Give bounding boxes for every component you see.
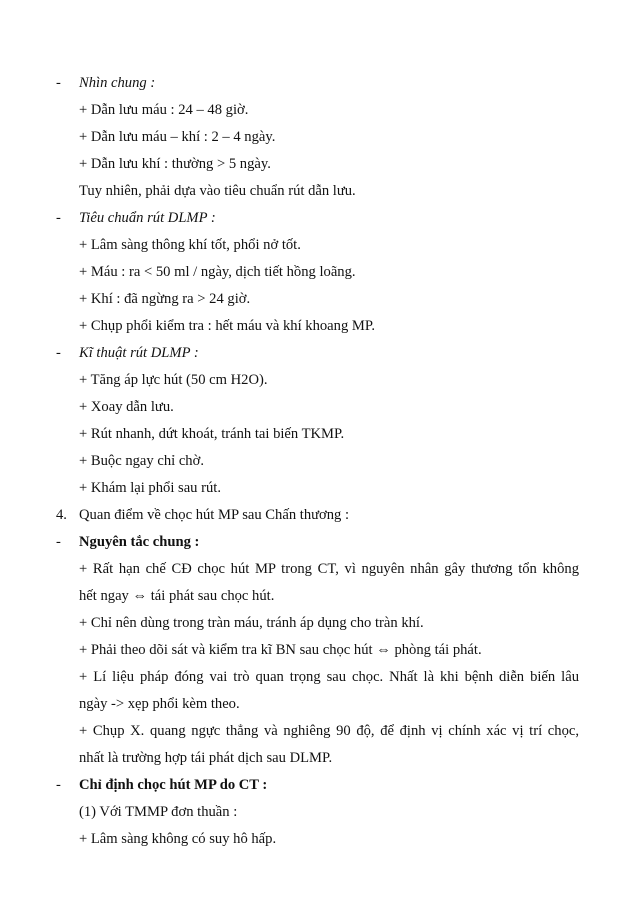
heading-principles: Nguyên tắc chung : [79,534,200,550]
section-number: 4. [56,507,67,523]
text-line: + Phải theo dõi sát và kiểm tra kĩ BN sau chọc hút ⇔ phòng tái phát. [79,642,482,658]
bullet-dash: - [56,210,61,226]
text-line: nhất là trường hợp tái phát dịch sau DLMP. [79,750,333,766]
heading-technique: Kĩ thuật rút DLMP : [79,345,199,361]
heading-indications: Chỉ định chọc hút MP do CT : [79,777,268,793]
text-line: hết ngay ⇔ tái phát sau chọc hút. [79,588,275,604]
text-line: Tuy nhiên, phải dựa vào tiêu chuẩn rút dẫn lưu. [79,183,356,199]
text-line: + Dẫn lưu khí : thường > 5 ngày. [79,156,271,172]
text-line: + Lâm sàng thông khí tốt, phổi nở tốt. [79,237,301,253]
text-line: + Khám lại phổi sau rút. [79,480,221,496]
text-line: + Rút nhanh, dứt khoát, tránh tai biến TKMP. [79,426,345,442]
text-line: + Dẫn lưu máu : 24 – 48 giờ. [79,102,249,118]
bullet-dash: - [56,777,61,793]
heading-criteria: Tiêu chuẩn rút DLMP : [79,210,216,226]
text-line: + Máu : ra < 50 ml / ngày, dịch tiết hồng loãng. [79,264,356,280]
text-line: + Lí liệu pháp đóng vai trò quan trọng sau chọc. Nhất là khi bệnh diễn biến lâu [79,669,579,685]
text-line: (1) Với TMMP đơn thuần : [79,804,238,820]
text-line: + Dẫn lưu máu – khí : 2 – 4 ngày. [79,129,276,145]
bullet-dash: - [56,534,61,550]
bullet-dash: - [56,75,61,91]
text-line: + Khí : đã ngừng ra > 24 giờ. [79,291,251,307]
section-title: Quan điểm về chọc hút MP sau Chấn thương : [79,507,350,523]
text-line: + Rất hạn chế CĐ chọc hút MP trong CT, vì nguyên nhân gây thương tổn không [79,561,579,577]
bullet-dash: - [56,345,61,361]
text-line: + Xoay dẫn lưu. [79,399,174,415]
text-line: + Chụp X. quang ngực thẳng và nghiêng 90 độ, để định vị chính xác vị trí chọc, [79,723,579,739]
text-line: + Chỉ nên dùng trong tràn máu, tránh áp dụng cho tràn khí. [79,615,424,631]
text-line: + Chụp phổi kiểm tra : hết máu và khí khoang MP. [79,318,376,334]
text-line: + Lâm sàng không có suy hô hấp. [79,831,277,847]
text-line: ngày -> xẹp phổi kèm theo. [79,696,240,712]
heading-overview: Nhìn chung : [79,75,156,91]
text-line: + Buộc ngay chỉ chờ. [79,453,204,469]
text-line: + Tăng áp lực hút (50 cm H2O). [79,372,268,388]
